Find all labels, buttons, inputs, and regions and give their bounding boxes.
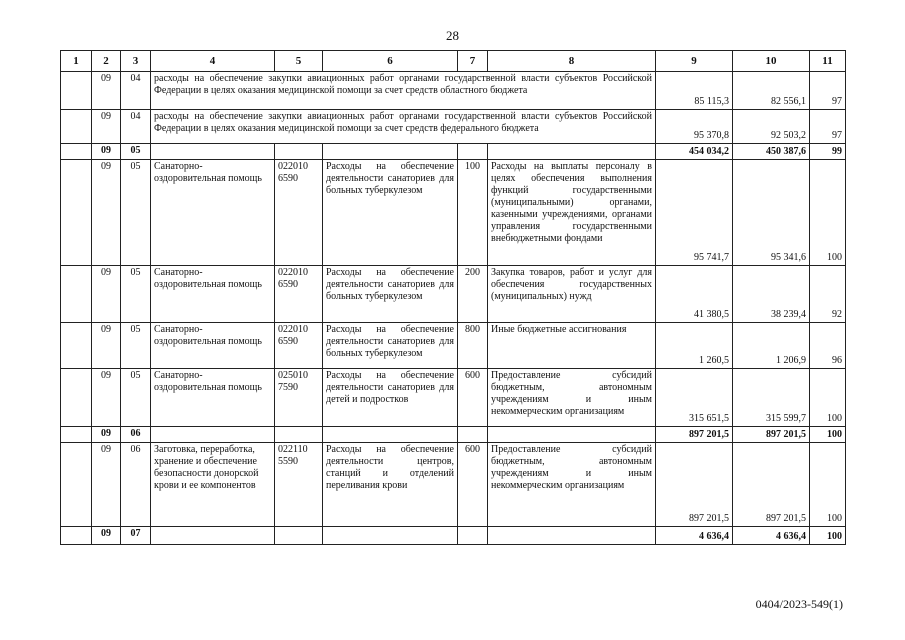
percent-executed: 100 (810, 443, 846, 527)
expense-type-code: 200 (458, 266, 488, 323)
expense-description: Расходы на обеспечение деятельности санаториев для детей и подростков (323, 369, 458, 427)
target-code: 025010 7590 (275, 369, 323, 427)
subsection-code: 05 (121, 266, 151, 323)
col-header: 8 (488, 51, 656, 72)
program-name: Санаторно-оздоровительная помощь (151, 369, 275, 427)
col-header: 4 (151, 51, 275, 72)
expense-description: Расходы на обеспечение деятельности санаториев для больных туберкулезом (323, 160, 458, 266)
planned-amount: 95 370,8 (656, 110, 733, 144)
actual-amount: 897 201,5 (733, 443, 810, 527)
expense-type-code: 100 (458, 160, 488, 266)
expense-type-name: Закупка товаров, работ и услуг для обеспечения государственных (муниципальных) нужд (488, 266, 656, 323)
actual-amount: 897 201,5 (733, 427, 810, 443)
subtotal-row (61, 527, 846, 545)
planned-amount: 85 115,3 (656, 72, 733, 110)
subsection-code: 05 (121, 323, 151, 369)
actual-amount: 92 503,2 (733, 110, 810, 144)
table-row (61, 110, 846, 144)
percent-executed: 97 (810, 72, 846, 110)
actual-amount: 38 239,4 (733, 266, 810, 323)
table-row (61, 323, 846, 369)
page-number: 28 (446, 28, 459, 43)
actual-amount: 315 599,7 (733, 369, 810, 427)
planned-amount: 315 651,5 (656, 369, 733, 427)
expense-type-code: 800 (458, 323, 488, 369)
planned-amount: 454 034,2 (656, 144, 733, 160)
percent-executed: 100 (810, 369, 846, 427)
col-header: 11 (810, 51, 846, 72)
col-header: 5 (275, 51, 323, 72)
section-code: 09 (92, 160, 121, 266)
table-row (61, 160, 846, 266)
document-code: 0404/2023-549(1) (755, 597, 843, 611)
subtotal-row (61, 427, 846, 443)
col-header: 1 (61, 51, 92, 72)
table-row (61, 443, 846, 527)
col-header: 7 (458, 51, 488, 72)
section-code: 09 (92, 110, 121, 144)
table-row (61, 266, 846, 323)
section-code: 09 (92, 369, 121, 427)
expense-type-name: Предоставление субсидий бюджетным, автономным учреждениям и иным некоммерческим организациям (488, 369, 656, 427)
expense-description: Расходы на обеспечение деятельности санаториев для больных туберкулезом (323, 323, 458, 369)
target-code: 022010 6590 (275, 323, 323, 369)
subsection-code: 04 (121, 110, 151, 144)
percent-executed: 96 (810, 323, 846, 369)
percent-executed: 100 (810, 160, 846, 266)
percent-executed: 100 (810, 527, 846, 545)
subsection-code: 05 (121, 144, 151, 160)
col-header: 10 (733, 51, 810, 72)
subsection-code: 05 (121, 160, 151, 266)
planned-amount: 95 741,7 (656, 160, 733, 266)
col-header: 2 (92, 51, 121, 72)
target-code: 022110 5590 (275, 443, 323, 527)
planned-amount: 41 380,5 (656, 266, 733, 323)
program-name: Санаторно-оздоровительная помощь (151, 160, 275, 266)
expense-type-name: Расходы на выплаты персоналу в целях обеспечения выполнения функций государственными (муниципальными) органами, казенными учреждениями, органами управления государственными внебюджетными фондами (488, 160, 656, 266)
subsection-code: 04 (121, 72, 151, 110)
col-header: 6 (323, 51, 458, 72)
actual-amount: 450 387,6 (733, 144, 810, 160)
section-code: 09 (92, 266, 121, 323)
subsection-code: 07 (121, 527, 151, 545)
section-code: 09 (92, 144, 121, 160)
col-header: 9 (656, 51, 733, 72)
subtotal-row (61, 144, 846, 160)
row-description: расходы на обеспечение закупки авиационных работ органами государственной власти субъектов Российской Федерации в целях оказания медицинской помощи за счет средств федерального бюджета (151, 110, 656, 144)
planned-amount: 1 260,5 (656, 323, 733, 369)
table-header-row (61, 51, 846, 72)
program-name: Санаторно-оздоровительная помощь (151, 266, 275, 323)
expense-description: Расходы на обеспечение деятельности санаториев для больных туберкулезом (323, 266, 458, 323)
target-code: 022010 6590 (275, 266, 323, 323)
expense-type-code: 600 (458, 369, 488, 427)
table-row (61, 369, 846, 427)
row-description: расходы на обеспечение закупки авиационных работ органами государственной власти субъектов Российской Федерации в целях оказания медицинской помощи за счет средств областного бюджета (151, 72, 656, 110)
planned-amount: 897 201,5 (656, 443, 733, 527)
program-name: Санаторно-оздоровительная помощь (151, 323, 275, 369)
subsection-code: 06 (121, 443, 151, 527)
percent-executed: 97 (810, 110, 846, 144)
actual-amount: 95 341,6 (733, 160, 810, 266)
percent-executed: 100 (810, 427, 846, 443)
actual-amount: 82 556,1 (733, 72, 810, 110)
target-code: 022010 6590 (275, 160, 323, 266)
percent-executed: 92 (810, 266, 846, 323)
expense-description: Расходы на обеспечение деятельности центров, станций и отделений переливания крови (323, 443, 458, 527)
actual-amount: 1 206,9 (733, 323, 810, 369)
section-code: 09 (92, 323, 121, 369)
section-code: 09 (92, 527, 121, 545)
col-header: 3 (121, 51, 151, 72)
planned-amount: 897 201,5 (656, 427, 733, 443)
section-code: 09 (92, 427, 121, 443)
section-code: 09 (92, 443, 121, 527)
percent-executed: 99 (810, 144, 846, 160)
actual-amount: 4 636,4 (733, 527, 810, 545)
subsection-code: 06 (121, 427, 151, 443)
planned-amount: 4 636,4 (656, 527, 733, 545)
section-code: 09 (92, 72, 121, 110)
subsection-code: 05 (121, 369, 151, 427)
table-row (61, 72, 846, 110)
expense-type-name: Предоставление субсидий бюджетным, автономным учреждениям и иным некоммерческим организациям (488, 443, 656, 527)
expense-type-name: Иные бюджетные ассигнования (488, 323, 656, 369)
budget-table (60, 50, 846, 545)
program-name: Заготовка, переработка, хранение и обеспечение безопасности донорской крови и ее компонентов (151, 443, 275, 527)
expense-type-code: 600 (458, 443, 488, 527)
